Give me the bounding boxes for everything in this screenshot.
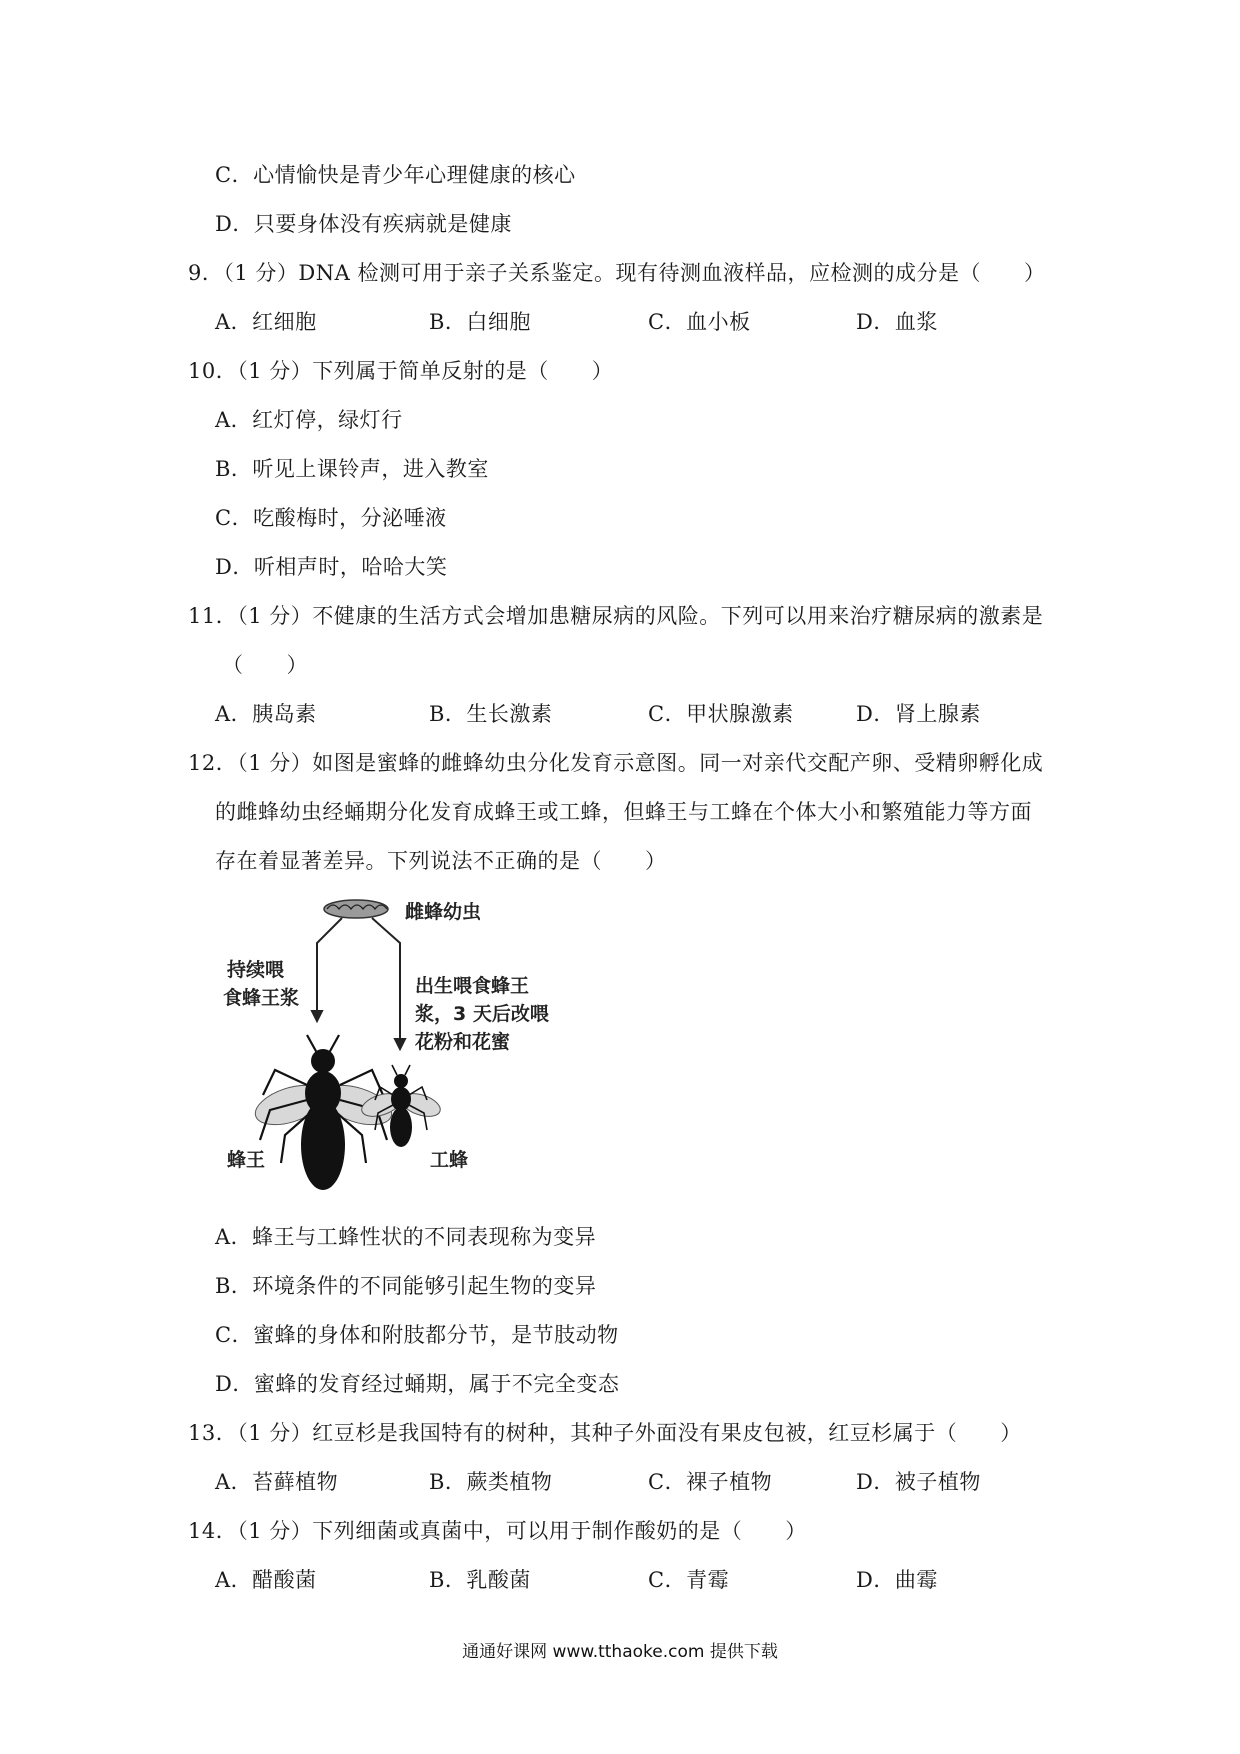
q8-option-d: D．只要身体没有疾病就是健康 bbox=[215, 212, 512, 236]
q8-option-c: C．心情愉快是青少年心理健康的核心 bbox=[215, 163, 576, 187]
worker-feeding-label-2: 浆，3 天后改喂 bbox=[415, 1003, 549, 1025]
q11-option-a: A．胰岛素 bbox=[215, 702, 317, 726]
q11-options bbox=[0, 699, 1240, 729]
q13-option-a: A．苔藓植物 bbox=[215, 1470, 339, 1494]
q12-stem: 12．（1 分）如图是蜜蜂的雌蜂幼虫分化发育示意图。同一对亲代交配产卵、受精卵孵化成 bbox=[188, 751, 1044, 775]
worker-feeding-label-3: 花粉和花蜜 bbox=[415, 1031, 511, 1053]
q9-option-d: D．血浆 bbox=[856, 310, 938, 334]
bee-development-diagram bbox=[215, 895, 595, 1200]
q13-stem: 13．（1 分）红豆杉是我国特有的树种，其种子外面没有果皮包被，红豆杉属于（ ） bbox=[188, 1421, 1022, 1445]
larva-label: 雌蜂幼虫 bbox=[405, 901, 482, 923]
worker-feeding-label-1: 出生喂食蜂王 bbox=[415, 975, 530, 997]
larva-illustration bbox=[324, 900, 388, 918]
q10-option-b: B．听见上课铃声，进入教室 bbox=[215, 457, 489, 481]
q14-option-d: D．曲霉 bbox=[856, 1568, 938, 1592]
q9-option-b: B．白细胞 bbox=[429, 310, 531, 334]
q12-option-b: B．环境条件的不同能够引起生物的变异 bbox=[215, 1274, 597, 1298]
q12-stem-line2: 的雌蜂幼虫经蛹期分化发育成蜂王或工蜂，但蜂王与工蜂在个体大小和繁殖能力等方面 bbox=[215, 800, 1032, 824]
worker-bee-label: 工蜂 bbox=[430, 1149, 469, 1171]
q13-option-b: B．蕨类植物 bbox=[429, 1470, 553, 1494]
q11-option-c: C．甲状腺激素 bbox=[648, 702, 794, 726]
q11-stem: 11．（1 分）不健康的生活方式会增加患糖尿病的风险。下列可以用来治疗糖尿病的激素是 bbox=[188, 604, 1044, 628]
q13-option-d: D．被子植物 bbox=[856, 1470, 981, 1494]
worker-bee-illustration bbox=[359, 1065, 443, 1147]
bee-diagram-svg bbox=[215, 895, 595, 1200]
q13-option-c: C．裸子植物 bbox=[648, 1470, 773, 1494]
queen-bee-label: 蜂王 bbox=[227, 1149, 266, 1171]
q14-options bbox=[0, 1565, 1240, 1595]
q9-stem: 9．（1 分）DNA 检测可用于亲子关系鉴定。现有待测血液样品，应检测的成分是（ ） bbox=[188, 261, 1046, 285]
q11-stem-continued: （ ） bbox=[222, 653, 308, 677]
q14-option-a: A．醋酸菌 bbox=[215, 1568, 317, 1592]
q12-option-a: A．蜂王与工蜂性状的不同表现称为变异 bbox=[215, 1225, 597, 1249]
q9-options bbox=[0, 307, 1240, 337]
q11-option-b: B．生长激素 bbox=[429, 702, 553, 726]
queen-feeding-label-1: 持续喂 bbox=[227, 959, 285, 981]
branch-lines bbox=[312, 918, 405, 1049]
q14-option-b: B．乳酸菌 bbox=[429, 1568, 531, 1592]
queen-feeding-label-2: 食蜂王浆 bbox=[223, 987, 300, 1009]
q11-option-d: D．肾上腺素 bbox=[856, 702, 981, 726]
q9-option-c: C．血小板 bbox=[648, 310, 751, 334]
q12-option-c: C．蜜蜂的身体和附肢都分节，是节肢动物 bbox=[215, 1323, 619, 1347]
q13-options bbox=[0, 1467, 1240, 1497]
q14-stem: 14．（1 分）下列细菌或真菌中，可以用于制作酸奶的是（ ） bbox=[188, 1519, 807, 1543]
q10-stem: 10．（1 分）下列属于简单反射的是（ ） bbox=[188, 359, 614, 383]
q10-option-c: C．吃酸梅时，分泌唾液 bbox=[215, 506, 447, 530]
q14-option-c: C．青霉 bbox=[648, 1568, 730, 1592]
q10-option-a: A．红灯停，绿灯行 bbox=[215, 408, 403, 432]
page-footer: 通通好课网 www.tthaoke.com 提供下载 bbox=[462, 1642, 778, 1662]
q9-option-a: A．红细胞 bbox=[215, 310, 317, 334]
q12-stem-line3: 存在着显著差异。下列说法不正确的是（ ） bbox=[215, 849, 667, 873]
q10-option-d: D．听相声时，哈哈大笑 bbox=[215, 555, 448, 579]
q12-option-d: D．蜜蜂的发育经过蛹期，属于不完全变态 bbox=[215, 1372, 620, 1396]
